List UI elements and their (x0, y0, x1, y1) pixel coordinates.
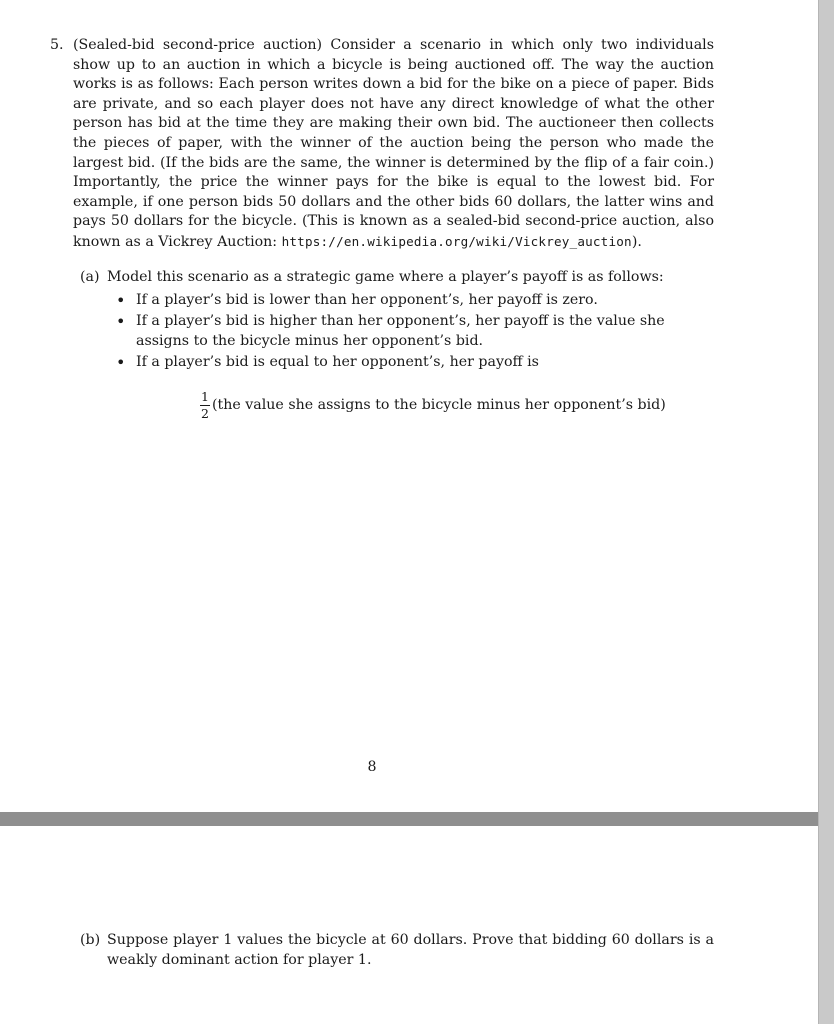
page-number: 8 (367, 759, 377, 775)
problem-number: 5. (50, 37, 64, 53)
problem-text: (Sealed-bid second-price auction) Consider a scenario in which only two individuals show up to an auction in which a bicycle is being auctioned off. The way the auction works is as follows: Each person writes down a bid for the bike on a piece of paper. Bids are private, and so each player does not have any direct knowledge of what the other person has bid at the time they are making their own bid. The auctioneer then collects the pieces of paper, with the winner of the auction being the person who made the largest bid. (If the bids are the same, the winner is determined by the flip of a fair coin.) Importantly, the price the winner pays for the bike is equal to the lowest bid. For example, if one person bids 50 dollars and the other bids 60 dollars, the latter wins and pays 50 dollars for the bicycle. (This is known as a sealed-bid second-price auction, also known as a Vickrey Auction: (73, 37, 714, 250)
problem-text-end: ). (631, 233, 642, 250)
tie-payoff-formula (200, 390, 666, 421)
list-item: • If a player’s bid is equal to her opponent’s, her payoff is (136, 353, 714, 373)
part-a-intro: Model this scenario as a strategic game where a player’s payoff is as follows: (107, 269, 664, 285)
part-a-label: (a) (80, 269, 100, 285)
one-half-fraction (200, 390, 210, 421)
part-b (80, 931, 714, 970)
list-item: • If a player’s bid is lower than her opponent’s, her payoff is zero. (136, 291, 714, 311)
problem-5 (50, 36, 714, 253)
payoff-rules-list (107, 291, 714, 373)
formula-expression: (the value she assigns to the bicycle minus her opponent’s bid) (212, 396, 666, 413)
problem-text-block (73, 36, 714, 253)
viewer-scrollbar-track[interactable] (818, 0, 834, 1024)
part-b-label: (b) (80, 932, 101, 948)
part-a-body (107, 268, 714, 373)
fraction-numerator: 1 (201, 389, 209, 404)
page-9 (0, 826, 818, 1024)
fraction-denominator: 2 (201, 406, 209, 421)
part-a (80, 268, 714, 375)
list-item: • If a player’s bid is higher than her opponent’s, her payoff is the value she assigns to the bicycle minus her opponent’s bid. (136, 312, 714, 351)
part-b-text: Suppose player 1 values the bicycle at 60 dollars. Prove that bidding 60 dollars is a weakly dominant action for player 1. (107, 932, 714, 968)
vickrey-url[interactable]: https://en.wikipedia.org/wiki/Vickrey_auction (281, 233, 632, 249)
